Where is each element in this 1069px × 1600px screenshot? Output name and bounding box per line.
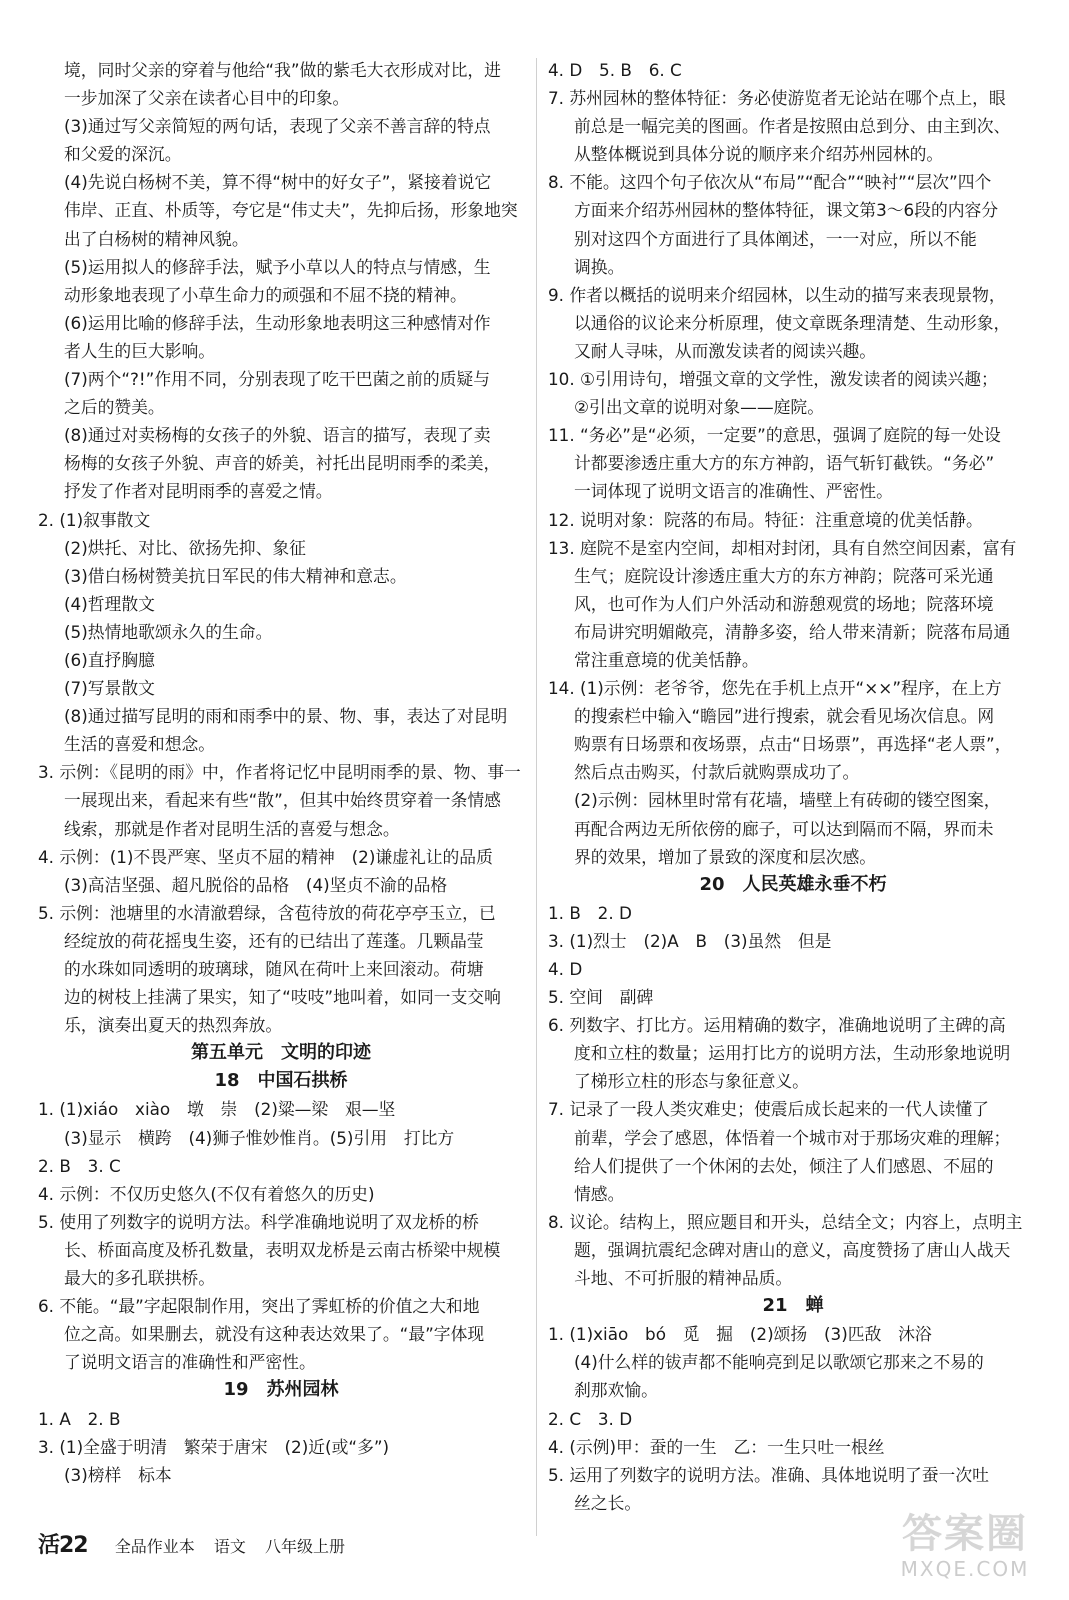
text-line: (5)热情地歌颂永久的生命。: [64, 621, 273, 642]
text-line: 丝之长。: [574, 1492, 642, 1513]
text-line: 再配合两边无所依傍的廊子，可以达到隔而不隔，界而未: [574, 818, 994, 839]
text-line: (3)高洁坚强、超凡脱俗的品格 (4)坚贞不渝的品格: [64, 874, 448, 895]
text-line: 伟岸、正直、朴质等，夸它是“伟丈夫”，先抑后扬，形象地突: [64, 200, 518, 221]
text-line: 10. ①引用诗句，增强文章的文学性，激发读者的阅读兴趣；: [548, 369, 998, 390]
text-line: 乐，演奏出夏天的热烈奔放。: [64, 1015, 283, 1036]
text-line: 购票有日场票和夜场票，点击“日场票”，再选择“老人票”，: [574, 734, 1012, 755]
text-line: 杨梅的女孩子外貌、声音的娇美，衬托出昆明雨季的柔美，: [64, 453, 501, 474]
text-line: 4. D 5. B 6. C: [548, 60, 682, 80]
text-line: (2)烘托、对比、欲扬先抑、象征: [64, 537, 306, 558]
section-heading: 18 中国石拱桥: [214, 1070, 348, 1092]
text-line: 1. B 2. D: [548, 902, 632, 923]
text-line: 2. B 3. C: [38, 1155, 121, 1176]
watermark-logo: [880, 1510, 1050, 1590]
text-line: 位之高。如果删去，就没有这种表达效果了。“最”字体现: [64, 1324, 485, 1345]
text-line: 8. 议论。结构上，照应题目和开头，总结全文；内容上，点明主: [548, 1211, 1023, 1232]
text-line: 了梯形立柱的形态与象征意义。: [574, 1071, 809, 1092]
text-line: 6. 列数字、打比方。运用精确的数字，准确地说明了主碑的高: [548, 1015, 1006, 1036]
text-line: 13. 庭院不是室内空间，却相对封闭，具有自然空间因素，富有: [548, 537, 1017, 558]
text-line: 生气；庭院设计渗透庄重大方的东方神韵；院落可采光通: [574, 565, 994, 586]
text-line: 以通俗的议论来分析原理，使文章既条理清楚、生动形象，: [574, 312, 1011, 333]
text-line: 11. “务必”是“必须，一定要”的意思，强调了庭院的每一处设: [548, 425, 1001, 446]
text-line: 一步加深了父亲在读者心目中的印象。: [64, 88, 350, 109]
text-line: 又耐人寻味，从而激发读者的阅读兴趣。: [574, 340, 877, 361]
page-number: 活22: [38, 1533, 88, 1558]
text-line: 前辈，学会了感恩，体悟着一个城市对于那场灾难的理解；: [574, 1127, 1011, 1148]
text-line: 调换。: [574, 256, 625, 277]
section-heading: 21 蝉: [762, 1295, 824, 1317]
text-line: 2. (1)叙事散文: [38, 509, 151, 530]
text-line: 从整体概说到具体分说的顺序来介绍苏州园林的。: [574, 144, 944, 165]
text-line: 最大的多孔联拱桥。: [64, 1268, 216, 1289]
text-line: 12. 说明对象：院落的布局。特征：注重意境的优美恬静。: [548, 509, 983, 530]
text-line: 5. 示例：池塘里的水清澈碧绿，含苞待放的荷花亭亭玉立，已: [38, 902, 496, 923]
text-line: 7. 记录了一段人类灾难史；使震后成长起来的一代人读懂了: [548, 1099, 989, 1120]
text-line: (8)通过描写昆明的雨和雨季中的景、物、事，表达了对昆明: [64, 706, 508, 727]
text-line: 和父爱的深沉。: [64, 144, 182, 165]
text-line: (3)借白杨树赞美抗日军民的伟大精神和意志。: [64, 565, 407, 586]
text-line: 度和立柱的数量；运用打比方的说明方法，生动形象地说明: [574, 1043, 1011, 1064]
text-line: (3)榜样 标本: [64, 1464, 172, 1485]
text-line: (6)直抒胸臆: [64, 649, 155, 670]
text-line: 1. (1)xiáo xiào 墩 崇 (2)粱—梁 艰—坚: [38, 1099, 396, 1120]
watermark-site: MXQE.COM: [900, 1557, 1030, 1581]
right-column: [548, 56, 1038, 1517]
text-line: (7)两个“?!”作用不同，分别表现了吃干巴菌之前的质疑与: [64, 369, 490, 390]
left-column: [38, 56, 524, 1489]
text-line: 4. 示例：不仅历史悠久(不仅有着悠久的历史): [38, 1183, 375, 1204]
grade-label: 八年级上册: [264, 1537, 345, 1556]
text-line: 动形象地表现了小草生命力的顽强和不屈不挠的精神。: [64, 284, 467, 305]
text-line: 生活的喜爱和想念。: [64, 734, 216, 755]
text-line: 然后点击购买，付款后就购票成功了。: [574, 762, 860, 783]
text-line: 界的效果，增加了景致的深度和层次感。: [574, 846, 877, 867]
text-line: 边的树枝上挂满了果实，知了“吱吱”地叫着，如同一支交响: [64, 987, 501, 1008]
column-divider: [536, 58, 537, 1536]
text-line: 刹那欢愉。: [574, 1380, 658, 1401]
text-line: 1. (1)xiāo bó 觅 掘 (2)颂扬 (3)匹敌 沐浴: [548, 1324, 932, 1345]
text-line: 3. 示例：《昆明的雨》中，作者将记忆中昆明雨季的景、物、事一: [38, 762, 521, 783]
text-line: (8)通过对卖杨梅的女孩子的外貌、语言的描写，表现了卖: [64, 425, 491, 446]
text-line: 常注重意境的优美恬静。: [574, 649, 759, 670]
text-line: 一词体现了说明文语言的准确性、严密性。: [574, 481, 893, 502]
text-line: (3)显示 横跨 (4)狮子惟妙惟肖。(5)引用 打比方: [64, 1127, 455, 1148]
text-line: 4. D: [548, 959, 583, 979]
text-line: 的水珠如同透明的玻璃球，随风在荷叶上来回滚动。荷塘: [64, 959, 484, 979]
section-heading: 19 苏州园林: [223, 1379, 339, 1401]
text-line: ②引出文章的说明对象——庭院。: [574, 397, 824, 418]
book-title: 全品作业本: [114, 1537, 195, 1556]
text-line: 7. 苏州园林的整体特征：务必使游览者无论站在哪个点上，眼: [548, 88, 1006, 109]
text-line: (3)通过写父亲简短的两句话，表现了父亲不善言辞的特点: [64, 116, 491, 137]
text-line: (5)运用拟人的修辞手法，赋予小草以人的特点与情感，生: [64, 256, 491, 277]
text-line: 布局讲究明媚敞亮，清静多姿，给人带来清新；院落布局通: [574, 621, 1011, 642]
section-heading: 第五单元 文明的印迹: [191, 1042, 371, 1064]
text-line: (4)先说白杨树不美，算不得“树中的好女子”，紧接着说它: [64, 172, 492, 193]
text-line: 境，同时父亲的穿着与他给“我”做的紫毛大衣形成对比，进: [64, 60, 501, 80]
text-line: 5. 使用了列数字的说明方法。科学准确地说明了双龙桥的桥: [38, 1211, 479, 1232]
text-line: 风，也可作为人们户外活动和游憩观赏的场地；院落环境: [574, 593, 994, 614]
text-line: 前总是一幅完美的图画。作者是按照由总到分、由主到次、: [574, 116, 1011, 137]
text-line: 别对这四个方面进行了具体阐述，一一对应，所以不能: [574, 228, 977, 249]
text-line: 的搜索栏中输入“瞻园”进行搜索，就会看见场次信息。网: [574, 706, 995, 727]
text-line: 斗地、不可折服的精神品质。: [574, 1268, 793, 1289]
text-line: 长、桥面高度及桥孔数量，表明双龙桥是云南古桥梁中规模: [64, 1239, 501, 1260]
text-line: 1. A 2. B: [38, 1408, 121, 1429]
page-footer: [38, 1528, 345, 1559]
text-line: (2)示例：园林里时常有花墙，墙壁上有砖砌的镂空图案，: [574, 790, 1001, 811]
text-line: 8. 不能。这四个句子依次从“布局”“配合”“映衬”“层次”四个: [548, 172, 992, 193]
text-line: 4. (示例)甲：蚕的一生 乙：一生只吐一根丝: [548, 1436, 885, 1457]
text-line: 一展现出来，看起来有些“散”，但其中始终贯穿着一条情感: [64, 790, 501, 811]
text-line: 出了白杨树的精神风貌。: [64, 228, 249, 249]
text-line: 题，强调抗震纪念碑对唐山的意义，高度赞扬了唐山人战天: [574, 1239, 1011, 1260]
text-line: (4)哲理散文: [64, 593, 155, 614]
text-line: 了说明文语言的准确性和严密性。: [64, 1352, 316, 1373]
text-line: 6. 不能。“最”字起限制作用，突出了霁虹桥的价值之大和地: [38, 1296, 480, 1317]
text-line: (7)写景散文: [64, 678, 155, 699]
text-line: 14. (1)示例：老爷爷，您先在手机上点开“××”程序，在上方: [548, 678, 1002, 699]
subject-label: 语文: [213, 1537, 246, 1556]
text-line: (4)什么样的钹声都不能响亮到足以歌颂它那来之不易的: [574, 1352, 984, 1373]
text-line: 经绽放的荷花摇曳生姿，还有的已结出了莲蓬。几颗晶莹: [64, 930, 484, 951]
text-line: 者人生的巨大影响。: [64, 340, 216, 361]
text-line: 之后的赞美。: [64, 397, 165, 418]
text-line: 方面来介绍苏州园林的整体特征，课文第3～6段的内容分: [574, 200, 999, 221]
text-line: 情感。: [574, 1183, 625, 1204]
text-line: 3. (1)全盛于明清 繁荣于唐宋 (2)近(或“多”): [38, 1436, 390, 1457]
watermark-mark: 答案圈: [902, 1511, 1028, 1557]
text-line: 给人们提供了一个休闲的去处，倾注了人们感恩、不屈的: [574, 1155, 994, 1176]
text-line: 3. (1)烈士 (2)A B (3)虽然 但是: [548, 930, 832, 951]
section-heading: 20 人民英雄永垂不朽: [699, 873, 887, 895]
text-line: 线索，那就是作者对昆明生活的喜爱与想念。: [64, 818, 400, 839]
text-line: (6)运用比喻的修辞手法，生动形象地表明这三种感情对作: [64, 312, 491, 333]
text-line: 计都要渗透庄重大方的东方神韵，语气斩钉截铁。“务必”: [574, 453, 995, 474]
text-line: 5. 运用了列数字的说明方法。准确、具体地说明了蚕一次吐: [548, 1464, 989, 1485]
text-line: 2. C 3. D: [548, 1408, 633, 1429]
text-line: 抒发了作者对昆明雨季的喜爱之情。: [64, 481, 333, 502]
text-line: 5. 空间 副碑: [548, 987, 654, 1008]
text-line: 9. 作者以概括的说明来介绍园林，以生动的描写来表现景物，: [548, 284, 1006, 305]
text-line: 4. 示例：(1)不畏严寒、坚贞不屈的精神 (2)谦虚礼让的品质: [38, 846, 493, 867]
